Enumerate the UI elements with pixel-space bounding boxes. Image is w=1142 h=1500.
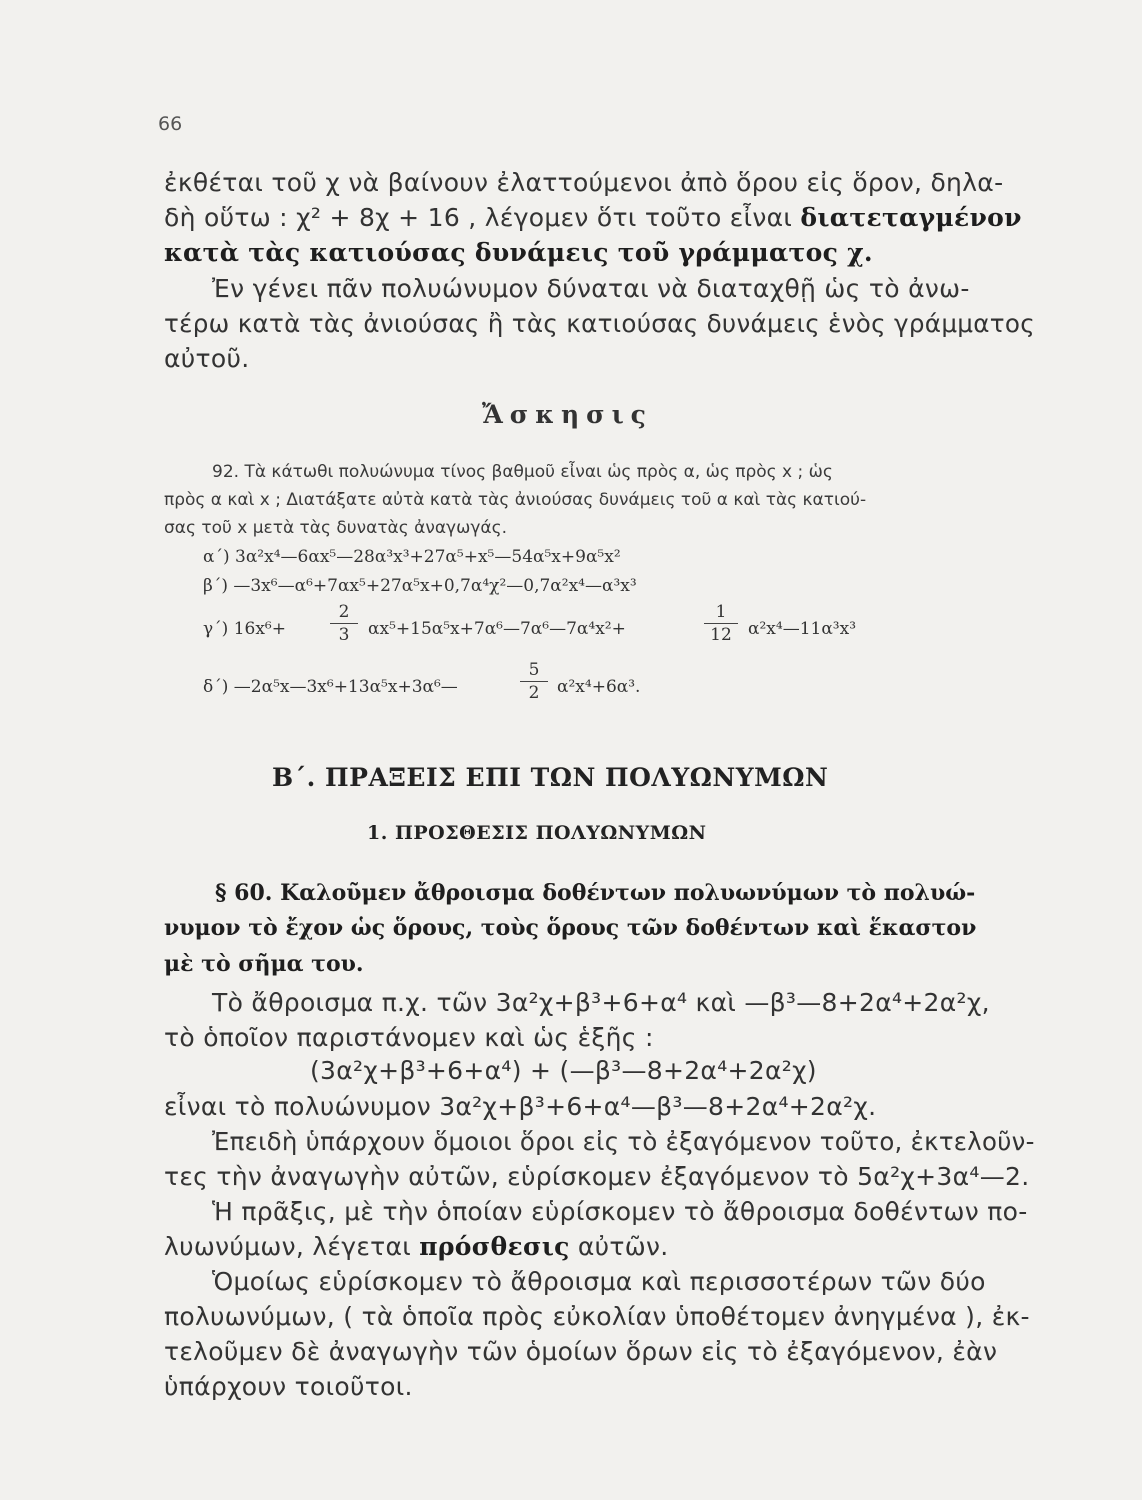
text-line-9: Ὁμοίως εὑρίσκομεν τὸ ἄθροισμα καὶ περισσοτέρων τῶν δύο	[212, 1267, 986, 1296]
exercise-item-a: α΄) 3α²x⁴—6αx⁵—28α³x³+27α⁵+x⁵—54α⁵x+9α⁵x²	[203, 547, 621, 567]
exercise-item-c-fraction-2	[704, 602, 738, 645]
fraction-bar	[330, 623, 358, 624]
exercise-item-d-post: α²x⁴+6α³.	[557, 677, 641, 697]
fraction-bar	[704, 623, 738, 624]
intro-line-4: Ἐν γένει πᾶν πολυώνυμον δύναται νὰ διαταχθῇ ὡς τὸ ἀνω-	[212, 274, 970, 303]
exercise-item-c-pre: γ΄) 16x⁶+	[203, 619, 286, 639]
exercise-item-c-fraction-1	[330, 602, 358, 645]
definition-line-3: μὲ τὸ σῆμα του.	[164, 951, 364, 977]
exercise-line-1: 92. Τὰ κάτωθι πολυώνυμα τίνος βαθμοῦ εἶναι ὡς πρὸς α, ὡς πρὸς x ; ὡς	[212, 462, 833, 482]
text-line-8	[164, 1232, 669, 1261]
fraction-denominator: 12	[710, 625, 732, 645]
text-line-8-bold: πρόσθεσις	[419, 1232, 570, 1261]
text-line-2: τὸ ὁποῖον παριστάνομεν καὶ ὡς ἑξῆς :	[164, 1023, 654, 1052]
text-line-6: τες τὴν ἀναγωγὴν αὐτῶν, εὑρίσκομεν ἐξαγόμενον τὸ 5α²χ+3α⁴—2.	[164, 1162, 1030, 1191]
fraction-numerator: 2	[338, 602, 350, 622]
text-line-10: πολυωνύμων, ( τὰ ὁποῖα πρὸς εὐκολίαν ὑποθέτομεν ἀνηγμένα ), ἐκ-	[164, 1302, 1030, 1331]
fraction-numerator: 5	[528, 660, 540, 680]
exercises-heading: Ἄσκησις	[482, 400, 653, 429]
intro-line-2-bold: διατεταγμένον	[800, 203, 1022, 232]
text-line-3-expression: (3α²χ+β³+6+α⁴) + (—β³—8+2α⁴+2α²χ)	[310, 1056, 817, 1085]
exercise-item-b: β΄) —3x⁶—α⁶+7αx⁵+27α⁵x+0,7α⁴χ²—0,7α²x⁴—α³x³	[203, 576, 637, 596]
intro-line-5: τέρω κατὰ τὰς ἀνιούσας ἢ τὰς κατιούσας δυνάμεις ἑνὸς γράμματος	[164, 309, 1036, 338]
exercise-item-c-post: α²x⁴—11α³x³	[748, 619, 857, 639]
text-line-4: εἶναι τὸ πολυώνυμον 3α²χ+β³+6+α⁴—β³—8+2α⁴+2α²χ.	[164, 1092, 877, 1121]
text-line-8-a: λυωνύμων, λέγεται	[164, 1232, 412, 1261]
fraction-numerator: 1	[715, 602, 727, 622]
intro-line-1: ἐκθέται τοῦ χ νὰ βαίνουν ἐλαττούμενοι ἀπὸ ὅρου εἰς ὅρον, δηλα-	[164, 168, 1004, 197]
exercise-item-d-fraction	[520, 660, 548, 703]
text-line-1: Τὸ ἄθροισμα π.χ. τῶν 3α²χ+β³+6+α⁴ καὶ —β³—8+2α⁴+2α²χ,	[212, 988, 990, 1017]
intro-line-6: αὐτοῦ.	[164, 344, 250, 373]
text-line-7: Ἡ πρᾶξις, μὲ τὴν ὁποίαν εὑρίσκομεν τὸ ἄθροισμα δοθέντων πο-	[212, 1197, 1028, 1226]
chapter-title: Β΄. ΠΡΑΞΕΙΣ ΕΠΙ ΤΩΝ ΠΟΛΥΩΝΥΜΩΝ	[272, 763, 829, 792]
definition-line-2: νυμον τὸ ἔχον ὡς ὅρους, τοὺς ὅρους τῶν δοθέντων καὶ ἕκαστον	[164, 915, 977, 941]
fraction-bar	[520, 681, 548, 682]
exercise-line-2: πρὸς α καὶ x ; Διατάξατε αὐτὰ κατὰ τὰς ἀνιούσας δυνάμεις τοῦ α καὶ τὰς κατιού-	[164, 490, 867, 510]
exercise-item-d-pre: δ΄) —2α⁵x—3x⁶+13α⁵x+3α⁶—	[203, 677, 458, 697]
intro-line-3: κατὰ τὰς κατιούσας δυνάμεις τοῦ γράμματος χ.	[164, 238, 873, 267]
intro-line-2	[164, 203, 1022, 232]
fraction-denominator: 3	[338, 625, 350, 645]
text-line-8-c: αὐτῶν.	[577, 1232, 669, 1261]
fraction-denominator: 2	[528, 683, 540, 703]
page-number: 66	[158, 113, 183, 135]
definition-line-1: § 60. Καλοῦμεν ἄθροισμα δοθέντων πολυωνύμων τὸ πολυώ-	[215, 880, 976, 906]
exercise-item-c-mid: αx⁵+15α⁵x+7α⁶—7α⁶—7α⁴x²+	[368, 619, 626, 639]
text-line-11: τελοῦμεν δὲ ἀναγωγὴν τῶν ὁμοίων ὅρων εἰς τὸ ἐξαγόμενον, ἐὰν	[164, 1337, 998, 1366]
exercise-line-3: σας τοῦ x μετὰ τὰς δυνατὰς ἀναγωγάς.	[164, 518, 507, 538]
intro-line-2-text: δὴ οὕτω : χ² + 8χ + 16 , λέγομεν ὅτι τοῦτο εἶναι	[164, 203, 793, 232]
text-line-5: Ἐπειδὴ ὑπάρχουν ὅμοιοι ὅροι εἰς τὸ ἐξαγόμενον τοῦτο, ἐκτελοῦν-	[212, 1127, 1035, 1156]
chapter-subtitle: 1. ΠΡΟΣΘΕΣΙΣ ΠΟΛΥΩΝΥΜΩΝ	[367, 822, 707, 844]
text-line-12: ὑπάρχουν τοιοῦτοι.	[164, 1372, 413, 1401]
